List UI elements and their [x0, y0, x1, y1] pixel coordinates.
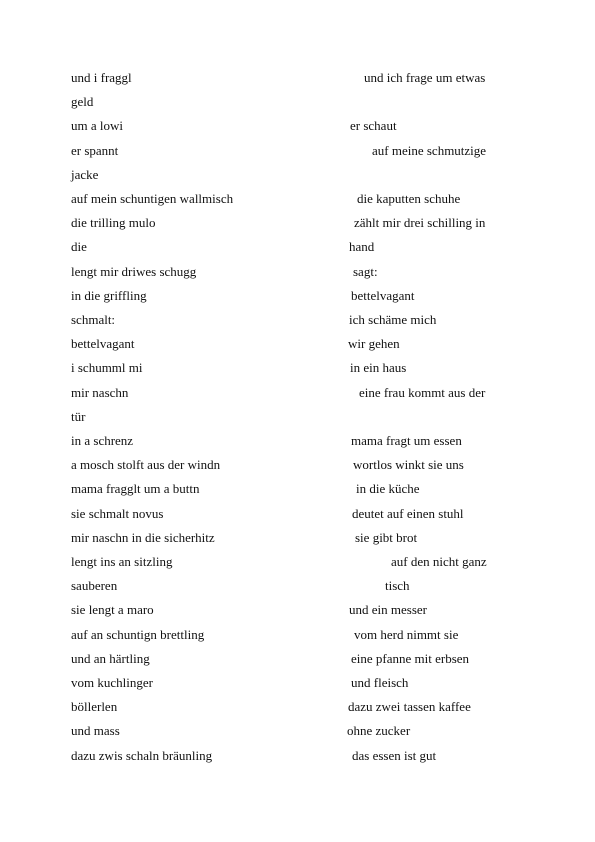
poem-line	[0, 407, 595, 427]
poem-line	[0, 576, 595, 596]
german-translation: zählt mir drei schilling in	[354, 215, 486, 231]
german-translation: das essen ist gut	[352, 747, 437, 763]
dialect-verse: mir naschn	[71, 384, 129, 400]
poem-line	[0, 528, 595, 548]
german-translation: hand	[349, 239, 375, 255]
poem-line	[0, 189, 595, 209]
dialect-verse: um a lowi	[71, 118, 123, 134]
dialect-verse: und i fraggl	[71, 70, 132, 85]
dialect-verse: in a schrenz	[71, 433, 134, 448]
poem-line	[0, 358, 595, 378]
dialect-verse: böllerlen	[71, 699, 118, 715]
poem-line	[0, 721, 595, 741]
german-translation: und ich frage um etwas	[364, 70, 486, 85]
german-translation: auf den nicht ganz	[391, 554, 487, 569]
poem-line	[0, 746, 595, 766]
dialect-verse: jacke	[71, 166, 99, 182]
poem-line	[0, 455, 595, 475]
german-translation: eine pfanne mit erbsen	[351, 650, 470, 666]
poem-line	[0, 310, 595, 330]
poem-line	[0, 552, 595, 572]
german-translation: wir gehen	[348, 336, 400, 352]
dialect-verse: i schumml mi	[71, 360, 143, 376]
poem-line	[0, 479, 595, 499]
dialect-verse: geld	[71, 94, 94, 110]
dialect-verse: auf mein schuntigen wallmisch	[71, 191, 234, 206]
german-translation: deutet auf einen stuhl	[352, 505, 464, 521]
german-translation: wortlos winkt sie uns	[353, 457, 464, 473]
german-translation: sie gibt brot	[355, 529, 418, 545]
poem-line	[0, 673, 595, 693]
poem-line	[0, 334, 595, 354]
german-translation: eine frau kommt aus der	[359, 384, 486, 400]
poem-line	[0, 600, 595, 620]
dialect-verse: und mass	[71, 723, 120, 739]
dialect-verse: die trilling mulo	[71, 215, 156, 231]
poem-line	[0, 141, 595, 161]
german-translation: und fleisch	[351, 675, 409, 690]
dialect-verse: er spannt	[71, 142, 119, 158]
german-translation: bettelvagant	[351, 287, 415, 303]
poem-line	[0, 286, 595, 306]
german-translation: in die küche	[356, 481, 420, 497]
german-translation: und ein messer	[349, 602, 427, 618]
dialect-verse: sie lengt a maro	[71, 602, 154, 618]
dialect-verse: vom kuchlinger	[71, 675, 153, 690]
dialect-verse: in die griffling	[71, 287, 147, 303]
dialect-verse: schmalt:	[71, 312, 116, 327]
german-translation: auf meine schmutzige	[372, 142, 487, 158]
poem-line	[0, 431, 595, 451]
german-translation: in ein haus	[350, 360, 407, 376]
dialect-verse: dazu zwis schaln bräunling	[71, 747, 213, 763]
german-translation: tisch	[385, 578, 410, 594]
poem-line	[0, 92, 595, 112]
german-translation: dazu zwei tassen kaffee	[348, 699, 471, 715]
dialect-verse: sie schmalt novus	[71, 505, 164, 521]
dialect-verse: a mosch stolft aus der windn	[71, 457, 221, 473]
poem-line	[0, 237, 595, 257]
german-translation: vom herd nimmt sie	[354, 626, 459, 642]
german-translation: mama fragt um essen	[351, 433, 462, 448]
dialect-verse: tür	[71, 408, 86, 424]
german-translation: ich schäme mich	[349, 312, 437, 327]
dialect-verse: und an härtling	[71, 650, 150, 666]
german-translation: sagt:	[353, 263, 378, 279]
poem-line	[0, 697, 595, 717]
dialect-verse: mama fragglt um a buttn	[71, 481, 200, 497]
german-translation: die kaputten schuhe	[357, 191, 461, 206]
dialect-verse: die	[71, 239, 87, 255]
poem-line	[0, 625, 595, 645]
poem-line	[0, 383, 595, 403]
dialect-verse: sauberen	[71, 578, 118, 594]
dialect-verse: mir naschn in die sicherhitz	[71, 529, 215, 545]
poem-line	[0, 649, 595, 669]
dialect-verse: bettelvagant	[71, 336, 135, 352]
german-translation: er schaut	[350, 118, 397, 134]
poem-line	[0, 68, 595, 88]
dialect-verse: lengt ins an sitzling	[71, 554, 173, 569]
poem-line	[0, 213, 595, 233]
poem-line	[0, 504, 595, 524]
poem-line	[0, 116, 595, 136]
german-translation: ohne zucker	[347, 723, 411, 739]
dialect-verse: auf an schuntign brettling	[71, 626, 205, 642]
dialect-verse: lengt mir driwes schugg	[71, 263, 197, 279]
poem-line	[0, 165, 595, 185]
poem-line	[0, 262, 595, 282]
